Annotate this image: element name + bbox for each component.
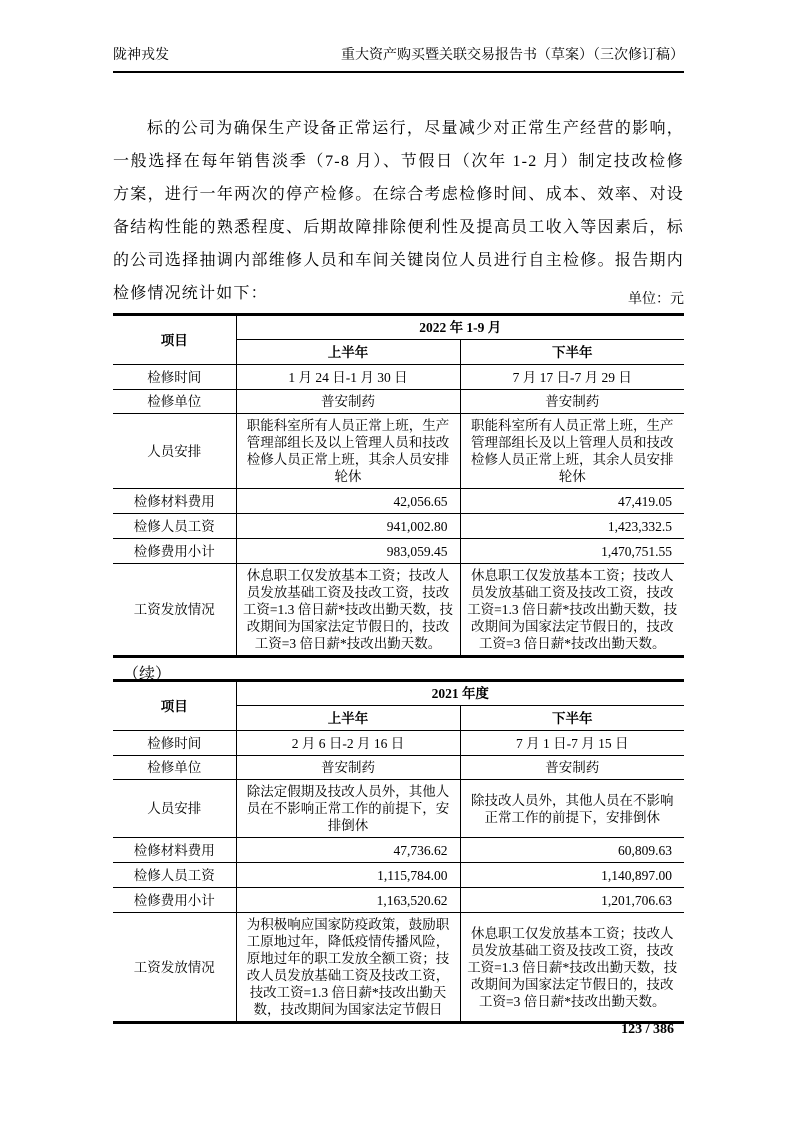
table-row: [113, 731, 684, 756]
row-label: 人员安排: [113, 780, 236, 838]
cell-first-half: 除法定假期及技改人员外，其他人员在不影响正常工作的前提下，安排倒休: [236, 780, 460, 838]
column-header-first-half: 上半年: [236, 706, 460, 731]
cell-first-half: 休息职工仅发放基本工资；技改人员发放基础工资及技改工资，技改工资=1.3 倍日薪*技改出勤天数，技改期间为国家法定节假日的，技改工资=3 倍日薪*技改出勤天数。: [236, 564, 460, 657]
table-row: [113, 863, 684, 888]
unit-label: 单位：元: [628, 292, 684, 307]
row-label: 检修单位: [113, 390, 236, 414]
column-header-second-half: 下半年: [460, 706, 684, 731]
page-number: 123 / 386: [621, 1022, 674, 1037]
cell-second-half: 职能科室所有人员正常上班，生产管理部组长及以上管理人员和技改检修人员正常上班，其余人员安排轮休: [460, 414, 684, 489]
table-row: [113, 365, 684, 390]
cell-second-half: 1,470,751.55: [460, 539, 684, 564]
cell-first-half: 47,736.62: [236, 838, 460, 863]
cell-second-half: 休息职工仅发放基本工资；技改人员发放基础工资及技改工资，技改工资=1.3 倍日薪*技改出勤天数，技改期间为国家法定节假日的，技改工资=3 倍日薪*技改出勤天数。: [460, 913, 684, 1023]
row-label: 检修费用小计: [113, 888, 236, 913]
table-row: [113, 390, 684, 414]
cell-first-half: 983,059.45: [236, 539, 460, 564]
row-label: 检修费用小计: [113, 539, 236, 564]
cell-second-half: 普安制药: [460, 390, 684, 414]
column-header-item: 项目: [113, 681, 236, 731]
header-divider: [113, 71, 684, 73]
table-row: [113, 838, 684, 863]
row-label: 检修材料费用: [113, 489, 236, 514]
cell-first-half: 42,056.65: [236, 489, 460, 514]
table-row: [113, 564, 684, 657]
row-label: 检修材料费用: [113, 838, 236, 863]
row-label: 检修单位: [113, 756, 236, 780]
cell-second-half: 休息职工仅发放基本工资；技改人员发放基础工资及技改工资，技改工资=1.3 倍日薪*技改出勤天数，技改期间为国家法定节假日的，技改工资=3 倍日薪*技改出勤天数。: [460, 564, 684, 657]
cell-first-half: 为积极响应国家防疫政策，鼓励职工原地过年，降低疫情传播风险，原地过年的职工发放全额工资；技改人员发放基础工资及技改工资，技改工资=1.3 倍日薪*技改出勤天数，技改期间为国家法定节假日: [236, 913, 460, 1023]
cell-first-half: 普安制药: [236, 390, 460, 414]
cell-second-half: 除技改人员外，其他人员在不影响正常工作的前提下，安排倒休: [460, 780, 684, 838]
cell-first-half: 1 月 24 日-1 月 30 日: [236, 365, 460, 390]
cell-first-half: 1,115,784.00: [236, 863, 460, 888]
maintenance-table-2021: [113, 679, 684, 1024]
table-row: [113, 780, 684, 838]
cell-first-half: 职能科室所有人员正常上班，生产管理部组长及以上管理人员和技改检修人员正常上班，其余人员安排轮休: [236, 414, 460, 489]
table-header-row: [113, 315, 684, 340]
cell-first-half: 普安制药: [236, 756, 460, 780]
running-header: [113, 46, 684, 66]
table-row: [113, 489, 684, 514]
cell-second-half: 普安制药: [460, 756, 684, 780]
cell-second-half: 7 月 17 日-7 月 29 日: [460, 365, 684, 390]
header-company-name: 陇神戎发: [113, 48, 169, 63]
table-row: [113, 539, 684, 564]
column-header-second-half: 下半年: [460, 340, 684, 365]
maintenance-table-2022: [113, 313, 684, 658]
cell-second-half: 47,419.05: [460, 489, 684, 514]
cell-second-half: 1,140,897.00: [460, 863, 684, 888]
table-row: [113, 414, 684, 489]
row-label: 工资发放情况: [113, 564, 236, 657]
table-row: [113, 913, 684, 1023]
table-row: [113, 888, 684, 913]
table-row: [113, 514, 684, 539]
table-row: [113, 756, 684, 780]
column-header-period: 2022 年 1-9 月: [236, 315, 684, 340]
row-label: 检修时间: [113, 365, 236, 390]
body-paragraph: 标的公司为确保生产设备正常运行，尽量减少对正常生产经营的影响，一般选择在每年销售淡季（7-8 月）、节假日（次年 1-2 月）制定技改检修方案，进行一年两次的停产检修。在综合考虑检修时间、成本、效率、对设备结构性能的熟悉程度、后期故障排除便利性及提高员工收入等因素后，标的公司选择抽调内部维修人员和车间关键岗位人员进行自主检修。报告期内检修情况统计如下：: [113, 120, 684, 302]
cell-first-half: 1,163,520.62: [236, 888, 460, 913]
cell-first-half: 941,002.80: [236, 514, 460, 539]
cell-first-half: 2 月 6 日-2 月 16 日: [236, 731, 460, 756]
cell-second-half: 60,809.63: [460, 838, 684, 863]
row-label: 人员安排: [113, 414, 236, 489]
header-report-title: 重大资产购买暨关联交易报告书（草案）（三次修订稿）: [341, 48, 684, 63]
cell-second-half: 1,201,706.63: [460, 888, 684, 913]
cell-second-half: 1,423,332.5: [460, 514, 684, 539]
row-label: 工资发放情况: [113, 913, 236, 1023]
continued-label: （续）: [123, 666, 172, 683]
column-header-item: 项目: [113, 315, 236, 365]
row-label: 检修人员工资: [113, 863, 236, 888]
column-header-first-half: 上半年: [236, 340, 460, 365]
table-header-row: [113, 681, 684, 706]
cell-second-half: 7 月 1 日-7 月 15 日: [460, 731, 684, 756]
row-label: 检修人员工资: [113, 514, 236, 539]
column-header-period: 2021 年度: [236, 681, 684, 706]
row-label: 检修时间: [113, 731, 236, 756]
